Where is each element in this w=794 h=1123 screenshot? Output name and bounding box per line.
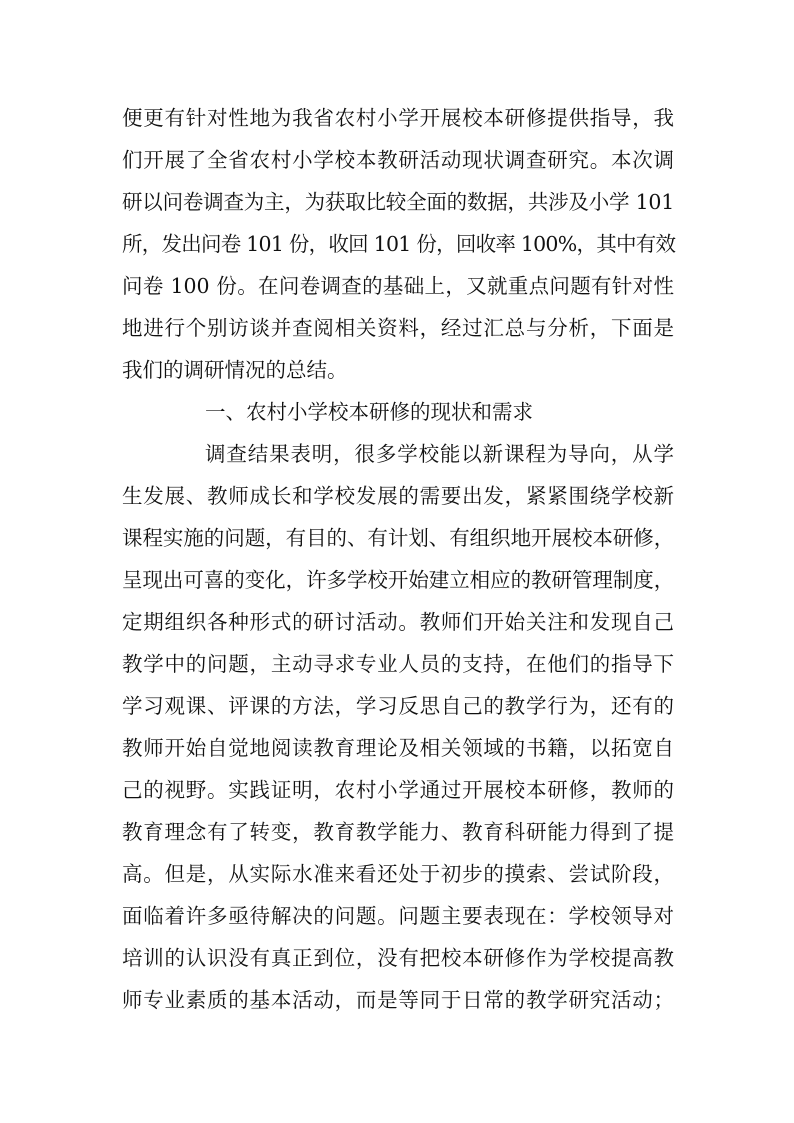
text-line: 教育理念有了转变，教育教学能力、教育科研能力得到了提 bbox=[122, 820, 674, 844]
text-line: 面临着许多亟待解决的问题。问题主要表现在：学校领导对 bbox=[122, 904, 674, 928]
text-line: 生发展、教师成长和学校发展的需要出发，紧紧围绕学校新 bbox=[122, 484, 674, 508]
text-line: 高。但是，从实际水准来看还处于初步的摸索、尝试阶段， bbox=[122, 862, 674, 886]
text-line: 己的视野。实践证明，农村小学通过开展校本研修，教师的 bbox=[122, 778, 674, 802]
text-line: 问卷 100 份。在问卷调查的基础上，又就重点问题有针对性 bbox=[122, 274, 674, 298]
section-heading: 一、农村小学校本研修的现状和需求 bbox=[205, 400, 533, 424]
text-line: 呈现出可喜的变化，许多学校开始建立相应的教研管理制度， bbox=[122, 568, 674, 592]
text-line: 教学中的问题，主动寻求专业人员的支持，在他们的指导下 bbox=[122, 652, 674, 676]
text-line: 调查结果表明，很多学校能以新课程为导向，从学 bbox=[205, 442, 674, 466]
text-line: 研以问卷调查为主，为获取比较全面的数据，共涉及小学 101 bbox=[122, 190, 674, 214]
text-line: 教师开始自觉地阅读教育理论及相关领域的书籍，以拓宽自 bbox=[122, 736, 674, 760]
text-line: 课程实施的问题，有目的、有计划、有组织地开展校本研修， bbox=[122, 526, 674, 550]
text-line: 所，发出问卷 101 份，收回 101 份，回收率 100%，其中有效 bbox=[122, 232, 676, 256]
text-line: 定期组织各种形式的研讨活动。教师们开始关注和发现自己 bbox=[122, 610, 674, 634]
text-line: 培训的认识没有真正到位，没有把校本研修作为学校提高教 bbox=[122, 946, 674, 970]
text-line: 们开展了全省农村小学校本教研活动现状调查研究。本次调 bbox=[122, 148, 674, 172]
text-line: 我们的调研情况的总结。 bbox=[122, 358, 348, 382]
text-line: 便更有针对性地为我省农村小学开展校本研修提供指导，我 bbox=[122, 106, 674, 130]
text-line: 地进行个别访谈并查阅相关资料，经过汇总与分析，下面是 bbox=[122, 316, 674, 340]
text-line: 学习观课、评课的方法，学习反思自己的教学行为，还有的 bbox=[122, 694, 674, 718]
text-line: 师专业素质的基本活动，而是等同于日常的教学研究活动； bbox=[122, 988, 674, 1012]
